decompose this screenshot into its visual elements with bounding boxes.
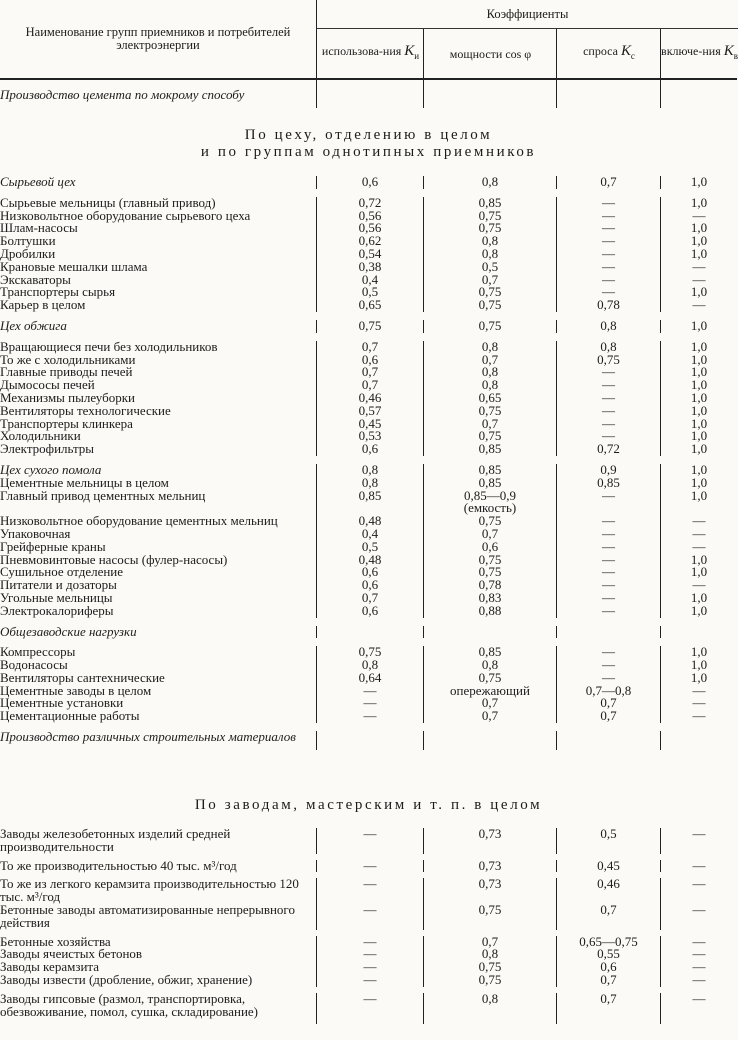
- switching-value: 1,0: [660, 197, 737, 210]
- switching-value: 1,0: [660, 235, 737, 248]
- col-header-utilization: [316, 29, 424, 78]
- power-factor-value: 0,73: [423, 860, 556, 873]
- row-name: Транспортеры клинкера: [0, 415, 133, 431]
- power-factor-value: 0,83: [423, 592, 556, 605]
- demand-value: —: [556, 566, 660, 579]
- utilization-value: 0,38: [316, 261, 423, 274]
- demand-value: —: [556, 197, 660, 210]
- k-symbol: $К_с$: [620, 43, 635, 61]
- row-name: Вращающиеся печи без холодильников: [0, 338, 218, 354]
- utilization-value: 0,4: [316, 274, 423, 287]
- power-factor-value: опережающий: [423, 685, 556, 698]
- row-name: Холодильники: [0, 428, 81, 444]
- utilization-value: —: [316, 685, 423, 698]
- switching-value: 1,0: [660, 554, 737, 567]
- switching-value: —: [660, 274, 737, 287]
- utilization-value: —: [316, 904, 423, 930]
- utilization-value: 0,48: [316, 554, 423, 567]
- utilization-value: 0,7: [316, 379, 423, 392]
- demand-value: —: [556, 672, 660, 685]
- demand-value: —: [556, 579, 660, 592]
- power-factor-value: 0,8: [423, 659, 556, 672]
- row-name: Электрофильтры: [0, 441, 95, 457]
- row-name: Бетонные хозяйства: [0, 933, 111, 949]
- row-name: Вентиляторы технологические: [0, 402, 171, 418]
- top-row-block: [0, 80, 737, 108]
- demand-value: —: [556, 235, 660, 248]
- row-name: Механизмы пылеуборки: [0, 389, 136, 405]
- power-factor-value: 0,8: [423, 993, 556, 1019]
- switching-value: 1,0: [660, 443, 737, 456]
- power-factor-value: 0,7: [423, 710, 556, 723]
- row-name: Дробилки: [0, 245, 56, 261]
- table-row: [0, 443, 737, 456]
- row-name: Вентиляторы сантехнические: [0, 669, 165, 685]
- switching-value: —: [660, 961, 737, 974]
- row-name: Цементные мельницы в целом: [0, 474, 169, 490]
- row-name: Производство различных строительных материалов: [0, 729, 296, 745]
- utilization-value: 0,65: [316, 299, 423, 312]
- switching-value: 1,0: [660, 490, 737, 516]
- power-factor-value: [423, 626, 556, 639]
- switching-value: 1,0: [660, 379, 737, 392]
- switching-value: 1,0: [660, 341, 737, 354]
- switching-value: 1,0: [660, 176, 737, 189]
- row-name: Шлам-насосы: [0, 220, 78, 236]
- switching-value: 1,0: [660, 566, 737, 579]
- row-name: То же с холодильниками: [0, 351, 136, 367]
- utilization-value: 0,48: [316, 515, 423, 528]
- row-name: Общезаводские нагрузки: [0, 623, 137, 639]
- utilization-value: 0,57: [316, 405, 423, 418]
- demand-value: —: [556, 554, 660, 567]
- col-header-switching: [660, 29, 738, 78]
- switching-value: —: [660, 948, 737, 961]
- col-label: включе-ния: [661, 44, 721, 58]
- k-symbol: $К_в$: [723, 43, 738, 61]
- demand-value: 0,46: [556, 878, 660, 904]
- row-name: Заводы железобетонных изделий средней производительности: [0, 826, 231, 854]
- col-label: мощности cos φ: [449, 46, 532, 61]
- utilization-value: —: [316, 974, 423, 987]
- power-factor-value: 0,75: [423, 554, 556, 567]
- power-factor-value: 0,75: [423, 210, 556, 223]
- col-header-power: [423, 29, 557, 78]
- utilization-value: 0,54: [316, 248, 423, 261]
- section-title-plants: По заводам, мастерским и т. п. в целом: [194, 797, 543, 813]
- table-row: [0, 602, 737, 618]
- demand-value: —: [556, 646, 660, 659]
- demand-value: 0,7: [556, 974, 660, 987]
- demand-value: [556, 731, 660, 744]
- utilization-value: 0,5: [316, 541, 423, 554]
- row-name: Водонасосы: [0, 657, 68, 673]
- power-factor-value: 0,85: [423, 443, 556, 456]
- demand-value: 0,8: [556, 320, 660, 333]
- power-factor-value: 0,75: [423, 405, 556, 418]
- row-name: Транспортеры сырья: [0, 284, 116, 300]
- utilization-value: 0,53: [316, 430, 423, 443]
- row-name: Главные приводы печей: [0, 364, 133, 380]
- demand-value: —: [556, 515, 660, 528]
- demand-value: 0,8: [556, 341, 660, 354]
- col-header-demand: [556, 29, 661, 78]
- power-factor-value: 0,7: [423, 354, 556, 367]
- utilization-value: 0,75: [316, 646, 423, 659]
- utilization-value: —: [316, 936, 423, 949]
- switching-value: —: [660, 685, 737, 698]
- utilization-value: 0,6: [316, 443, 423, 456]
- switching-value: —: [660, 878, 737, 904]
- power-factor-value: 0,73: [423, 828, 556, 854]
- coefficients-header: Коэффициенты: [316, 0, 738, 29]
- row-name: Главный привод цементных мельниц: [0, 487, 206, 503]
- utilization-value: —: [316, 961, 423, 974]
- power-factor-value: 0,85: [423, 197, 556, 210]
- demand-value: 0,85: [556, 477, 660, 490]
- power-factor-value: 0,85: [423, 477, 556, 490]
- utilization-value: 0,72: [316, 197, 423, 210]
- row-name: Цех сухого помола: [0, 461, 102, 477]
- power-factor-value: 0,75: [423, 566, 556, 579]
- row-name: Грейферные краны: [0, 538, 106, 554]
- row-name: Карьер в целом: [0, 297, 86, 313]
- power-factor-value: 0,75: [423, 515, 556, 528]
- demand-value: 0,9: [556, 464, 660, 477]
- power-factor-value: 0,75: [423, 299, 556, 312]
- switching-value: 1,0: [660, 418, 737, 431]
- row-name: Болтушки: [0, 233, 56, 249]
- power-factor-value: 0,7: [423, 528, 556, 541]
- group-row: [0, 456, 737, 477]
- switching-value: 1,0: [660, 464, 737, 477]
- group-row: [0, 176, 737, 189]
- switching-value: —: [660, 828, 737, 854]
- utilization-value: 0,8: [316, 477, 423, 490]
- demand-value: 0,7: [556, 993, 660, 1019]
- row-name: То же производительностью 40 тыс. м³/год: [0, 857, 237, 873]
- row-name: Низковольтное оборудование цементных мельниц: [0, 513, 278, 529]
- power-factor-value: 0,75: [423, 672, 556, 685]
- power-factor-value: 0,7: [423, 274, 556, 287]
- demand-value: 0,45: [556, 860, 660, 873]
- table-row: [0, 828, 737, 854]
- power-factor-value: 0,8: [423, 248, 556, 261]
- utilization-value: 0,62: [316, 235, 423, 248]
- demand-value: —: [556, 605, 660, 618]
- switching-value: —: [660, 860, 737, 873]
- utilization-value: 0,75: [316, 320, 423, 333]
- utilization-value: 0,56: [316, 210, 423, 223]
- row-name: Сырьевой цех: [0, 174, 76, 189]
- utilization-value: —: [316, 860, 423, 873]
- switching-value: —: [660, 579, 737, 592]
- utilization-value: [316, 731, 423, 744]
- power-factor-value: 0,8: [423, 379, 556, 392]
- demand-value: —: [556, 210, 660, 223]
- switching-value: 1,0: [660, 354, 737, 367]
- power-factor-value: 0,75: [423, 320, 556, 333]
- row-name: Заводы извести (дробление, обжиг, хранение): [0, 971, 253, 987]
- demand-value: 0,72: [556, 443, 660, 456]
- switching-value: 1,0: [660, 366, 737, 379]
- switching-value: 1,0: [660, 659, 737, 672]
- switching-value: 1,0: [660, 646, 737, 659]
- table-row: [0, 638, 737, 659]
- top-row-label: Производство цемента по мокрому способу: [0, 87, 245, 102]
- demand-value: 0,65—0,75: [556, 936, 660, 949]
- switching-value: 1,0: [660, 592, 737, 605]
- power-factor-value: 0,75: [423, 286, 556, 299]
- switching-value: —: [660, 936, 737, 949]
- demand-value: —: [556, 248, 660, 261]
- power-factor-value: 0,85: [423, 464, 556, 477]
- utilization-value: 0,6: [316, 566, 423, 579]
- row-name: Электрокалориферы: [0, 602, 114, 618]
- demand-value: —: [556, 379, 660, 392]
- switching-value: —: [660, 299, 737, 312]
- utilization-value: 0,7: [316, 366, 423, 379]
- utilization-value: 0,6: [316, 354, 423, 367]
- switching-value: 1,0: [660, 405, 737, 418]
- power-factor-value: 0,7: [423, 418, 556, 431]
- utilization-value: 0,45: [316, 418, 423, 431]
- demand-value: 0,7: [556, 697, 660, 710]
- power-factor-value: 0,65: [423, 392, 556, 405]
- switching-value: —: [660, 528, 737, 541]
- switching-value: 1,0: [660, 430, 737, 443]
- utilization-value: 0,6: [316, 605, 423, 618]
- utilization-value: 0,64: [316, 672, 423, 685]
- demand-value: 0,6: [556, 961, 660, 974]
- utilization-value: 0,85: [316, 490, 423, 516]
- demand-value: —: [556, 222, 660, 235]
- demand-value: —: [556, 286, 660, 299]
- power-factor-value: 0,85—0,9 (емкость): [423, 490, 556, 516]
- switching-value: [660, 731, 737, 744]
- demand-value: 0,7: [556, 710, 660, 723]
- switching-value: 1,0: [660, 392, 737, 405]
- table-block-shop: [0, 176, 737, 750]
- group-row: [0, 618, 737, 639]
- power-factor-value: 0,7: [423, 936, 556, 949]
- table-header: [0, 0, 737, 80]
- demand-value: [556, 626, 660, 639]
- col-label: использова-ния: [321, 44, 402, 58]
- switching-value: 1,0: [660, 605, 737, 618]
- table-row: [0, 189, 737, 210]
- demand-value: 0,55: [556, 948, 660, 961]
- utilization-value: —: [316, 697, 423, 710]
- k-symbol: $К_и$: [404, 43, 420, 61]
- switching-value: —: [660, 697, 737, 710]
- row-name: Бетонные заводы автоматизированные непрерывного действия: [0, 901, 295, 930]
- switching-value: —: [660, 974, 737, 987]
- utilization-value: 0,6: [316, 176, 423, 189]
- power-factor-value: 0,75: [423, 961, 556, 974]
- power-factor-value: 0,73: [423, 878, 556, 904]
- utilization-value: 0,5: [316, 286, 423, 299]
- row-name: Заводы гипсовые (размол, транспортировка, обезвоживание, помол, сушка, складирование): [0, 990, 259, 1019]
- switching-value: —: [660, 210, 737, 223]
- demand-value: —: [556, 418, 660, 431]
- demand-value: —: [556, 528, 660, 541]
- switching-value: 1,0: [660, 248, 737, 261]
- utilization-value: 0,6: [316, 579, 423, 592]
- switching-value: —: [660, 710, 737, 723]
- switching-value: —: [660, 541, 737, 554]
- power-factor-value: 0,75: [423, 974, 556, 987]
- switching-value: —: [660, 904, 737, 930]
- row-name: То же из легкого керамзита производительностью 120 тыс. м³/год: [0, 876, 299, 905]
- table-block-plants: [0, 828, 737, 1024]
- power-factor-value: 0,85: [423, 646, 556, 659]
- demand-value: —: [556, 261, 660, 274]
- row-name: Цементационные работы: [0, 708, 140, 724]
- table-row: [0, 333, 737, 354]
- table-row: [0, 901, 737, 930]
- demand-value: —: [556, 405, 660, 418]
- utilization-value: 0,4: [316, 528, 423, 541]
- row-name: Заводы керамзита: [0, 959, 100, 975]
- power-factor-value: 0,8: [423, 366, 556, 379]
- power-factor-value: 0,8: [423, 235, 556, 248]
- row-name: Цементные заводы в целом: [0, 682, 152, 698]
- row-name: Низковольтное оборудование сырьевого цеха: [0, 207, 251, 223]
- demand-value: —: [556, 541, 660, 554]
- section-title-shop: По цеху, отделению в целом и по группам однотипных приемников: [200, 127, 537, 160]
- demand-value: 0,78: [556, 299, 660, 312]
- utilization-value: 0,7: [316, 592, 423, 605]
- group-row: [0, 312, 737, 333]
- group-row: [0, 723, 737, 744]
- utilization-value: —: [316, 948, 423, 961]
- switching-value: —: [660, 515, 737, 528]
- demand-value: 0,7—0,8: [556, 685, 660, 698]
- switching-value: 1,0: [660, 477, 737, 490]
- power-factor-value: 0,78: [423, 579, 556, 592]
- row-name: Крановые мешалки шлама: [0, 258, 148, 274]
- demand-value: —: [556, 659, 660, 672]
- demand-value: —: [556, 366, 660, 379]
- demand-value: —: [556, 274, 660, 287]
- utilization-value: 0,8: [316, 464, 423, 477]
- switching-value: 1,0: [660, 672, 737, 685]
- row-name: Сырьевые мельницы (главный привод): [0, 194, 216, 210]
- row-name: Упаковочная: [0, 525, 71, 541]
- row-name: Пневмовинтовые насосы (фулер-насосы): [0, 551, 228, 567]
- row-name: Цементные установки: [0, 695, 124, 711]
- power-factor-value: 0,75: [423, 222, 556, 235]
- power-factor-value: 0,88: [423, 605, 556, 618]
- table-row: [0, 971, 737, 987]
- col-label: спроса: [583, 44, 618, 58]
- row-name: Компрессоры: [0, 644, 76, 660]
- demand-value: 0,7: [556, 904, 660, 930]
- row-name: Угольные мельницы: [0, 589, 113, 605]
- power-factor-value: 0,8: [423, 948, 556, 961]
- utilization-value: [316, 626, 423, 639]
- demand-value: —: [556, 392, 660, 405]
- row-name: Цех обжига: [0, 317, 67, 333]
- demand-value: 0,7: [556, 176, 660, 189]
- table-row: [0, 710, 737, 723]
- row-name: Заводы ячеистых бетонов: [0, 946, 143, 962]
- switching-value: 1,0: [660, 222, 737, 235]
- row-name: Дымососы печей: [0, 377, 95, 393]
- demand-value: —: [556, 430, 660, 443]
- switching-value: 1,0: [660, 286, 737, 299]
- row-name: Экскаваторы: [0, 271, 71, 287]
- power-factor-value: 0,7: [423, 697, 556, 710]
- name-column-header: Наименование групп приемников и потребителей электроэнергии: [25, 25, 291, 52]
- switching-value: [660, 626, 737, 639]
- demand-value: 0,75: [556, 354, 660, 367]
- switching-value: —: [660, 993, 737, 1019]
- power-factor-value: [423, 731, 556, 744]
- utilization-value: 0,46: [316, 392, 423, 405]
- utilization-value: —: [316, 710, 423, 723]
- power-factor-value: 0,8: [423, 176, 556, 189]
- power-factor-value: 0,8: [423, 341, 556, 354]
- power-factor-value: 0,6: [423, 541, 556, 554]
- utilization-value: —: [316, 878, 423, 904]
- switching-value: —: [660, 261, 737, 274]
- demand-value: 0,5: [556, 828, 660, 854]
- power-factor-value: 0,75: [423, 430, 556, 443]
- power-factor-value: 0,5: [423, 261, 556, 274]
- utilization-value: 0,8: [316, 659, 423, 672]
- utilization-value: —: [316, 993, 423, 1019]
- table-row: [0, 299, 737, 312]
- switching-value: 1,0: [660, 320, 737, 333]
- row-name: Питатели и дозаторы: [0, 577, 117, 593]
- power-factor-value: 0,75: [423, 904, 556, 930]
- table-row: [0, 487, 737, 516]
- table-row: [0, 987, 737, 1019]
- row-name: Сушильное отделение: [0, 564, 124, 580]
- demand-value: —: [556, 592, 660, 605]
- table-row: [0, 854, 737, 873]
- utilization-value: —: [316, 828, 423, 854]
- utilization-value: 0,7: [316, 341, 423, 354]
- utilization-value: 0,56: [316, 222, 423, 235]
- demand-value: —: [556, 490, 660, 516]
- table-row: [0, 872, 737, 904]
